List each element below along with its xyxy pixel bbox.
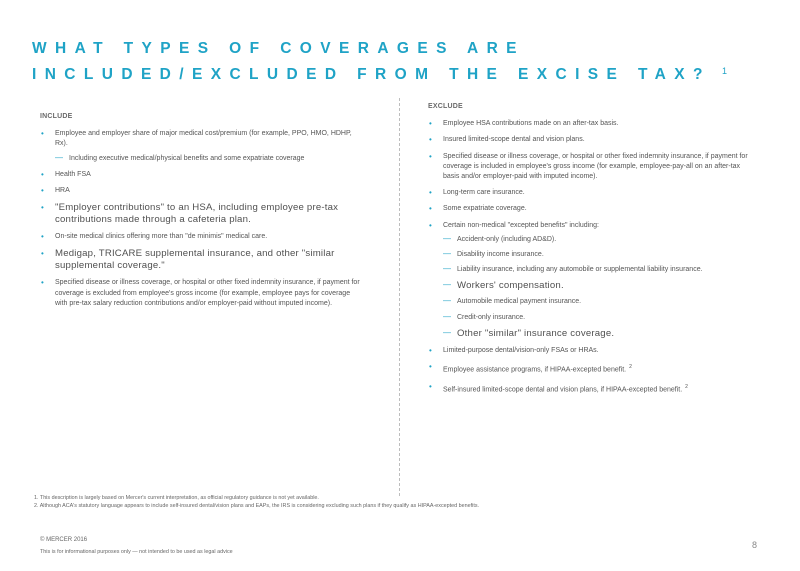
list-item bbox=[428, 188, 748, 198]
title-line-2: INCLUDED/EXCLUDED FROM THE EXCISE TAX? bbox=[32, 66, 711, 83]
footnote-1: 1. This description is largely based on Mercer's current interpretation, as official regulatory guidance is not yet available. bbox=[34, 495, 319, 501]
copyright: © MERCER 2016 bbox=[40, 537, 88, 543]
exclude-item-text: Some expatriate coverage. bbox=[443, 205, 527, 213]
title-footnote-marker: 1 bbox=[722, 66, 728, 76]
list-item bbox=[428, 204, 748, 214]
exclude-subitem-text: Other "similar" insurance coverage. bbox=[457, 327, 615, 339]
sub-list-item bbox=[55, 154, 360, 164]
title-line-1: WHAT TYPES OF COVERAGES ARE bbox=[32, 40, 525, 57]
include-subitem-text: Including executive medical/physical benefits and some expatriate coverage bbox=[69, 154, 305, 162]
exclude-item-text: Certain non-medical "excepted benefits" including: bbox=[443, 221, 599, 229]
exclude-item-text: Long-term care insurance. bbox=[443, 189, 525, 197]
include-item-text: Specified disease or illness coverage, or hospital or other fixed indemnity insurance, if payment for coverage is excluded from employee's gross income (for example, employee pays for coverage with pre-tax salary reduction contributions and/or employer-paid without imputed income). bbox=[55, 279, 360, 307]
column-divider bbox=[399, 98, 400, 496]
sub-list-item bbox=[443, 250, 748, 260]
include-item-text: Employee and employer share of major medical cost/premium (for example, PPO, HMO, HDHP, Rx). bbox=[55, 130, 352, 148]
include-list bbox=[40, 129, 360, 309]
sub-list-item bbox=[443, 328, 748, 340]
exclude-item-text: Specified disease or illness coverage, or hospital or other fixed indemnity insurance, if payment for coverage is included in employee's gross income (for example, employee-pay-all on an after-tax basis and/or employer-paid with imputed income). bbox=[443, 152, 748, 181]
disclaimer: This is for informational purposes only — not intended to be used as legal advice bbox=[40, 549, 233, 555]
list-item bbox=[428, 135, 748, 145]
include-sublist bbox=[55, 154, 360, 164]
exclude-subitem-text: Liability insurance, including any automobile or supplemental liability insurance. bbox=[457, 266, 703, 274]
list-item bbox=[428, 119, 748, 129]
list-item bbox=[428, 362, 748, 376]
list-item bbox=[428, 382, 748, 396]
sub-list-item bbox=[443, 265, 748, 275]
include-column bbox=[40, 102, 360, 315]
footnote-marker: 2 bbox=[629, 364, 632, 371]
footnotes bbox=[34, 494, 774, 510]
exclude-subitem-text: Accident-only (including AD&D). bbox=[457, 235, 557, 243]
exclude-heading: EXCLUDE bbox=[428, 103, 463, 110]
list-item bbox=[40, 129, 360, 164]
page-number: 8 bbox=[752, 540, 758, 550]
exclude-subitem-text: Workers' compensation. bbox=[457, 280, 564, 292]
sub-list-item bbox=[443, 235, 748, 245]
include-item-text: On-site medical clinics offering more than "de minimis" medical care. bbox=[55, 233, 268, 241]
include-item-text: "Employer contributions" to an HSA, including employee pre-tax contributions made through a cafeteria plan. bbox=[55, 202, 339, 226]
include-item-text: HRA bbox=[55, 187, 70, 195]
exclude-item-text: Employee assistance programs, if HIPAA-excepted benefit. bbox=[443, 366, 627, 374]
list-item bbox=[40, 232, 360, 242]
title-line-2-wrap bbox=[32, 62, 752, 88]
include-item-text: Medigap, TRICARE supplemental insurance, and other "similar supplemental coverage." bbox=[55, 248, 335, 272]
exclude-column bbox=[428, 102, 748, 401]
exclude-item-text: Employee HSA contributions made on an after-tax basis. bbox=[443, 120, 619, 128]
list-item bbox=[40, 186, 360, 196]
exclude-subitem-text: Credit-only insurance. bbox=[457, 313, 526, 321]
include-item-text: Health FSA bbox=[55, 170, 91, 178]
list-item bbox=[428, 152, 748, 183]
exclude-subitem-text: Automobile medical payment insurance. bbox=[457, 298, 582, 306]
list-item bbox=[428, 221, 748, 340]
footnote-marker: 2 bbox=[685, 383, 688, 390]
sub-list-item bbox=[443, 297, 748, 307]
exclude-subitem-text: Disability income insurance. bbox=[457, 251, 544, 259]
exclude-item-text: Limited-purpose dental/vision-only FSAs or HRAs. bbox=[443, 346, 599, 354]
include-heading: INCLUDE bbox=[40, 113, 73, 120]
exclude-sublist bbox=[443, 235, 748, 340]
exclude-item-text: Self-insured limited-scope dental and vision plans, if HIPAA-excepted benefit. bbox=[443, 385, 683, 393]
slide-title bbox=[32, 36, 752, 88]
sub-list-item bbox=[443, 313, 748, 323]
list-item bbox=[40, 278, 360, 309]
exclude-item-text: Insured limited-scope dental and vision plans. bbox=[443, 136, 585, 144]
list-item bbox=[40, 202, 360, 226]
footnote-2: 2. Although ACA's statutory language appears to include self-insured dental/vision plans and EAPs, the IRS is considering excluding such plans if they qualify as HIPAA-excepted benefits. bbox=[34, 503, 480, 509]
list-item bbox=[40, 248, 360, 272]
list-item bbox=[40, 170, 360, 180]
exclude-list bbox=[428, 119, 748, 395]
sub-list-item bbox=[443, 280, 748, 292]
list-item bbox=[428, 346, 748, 356]
